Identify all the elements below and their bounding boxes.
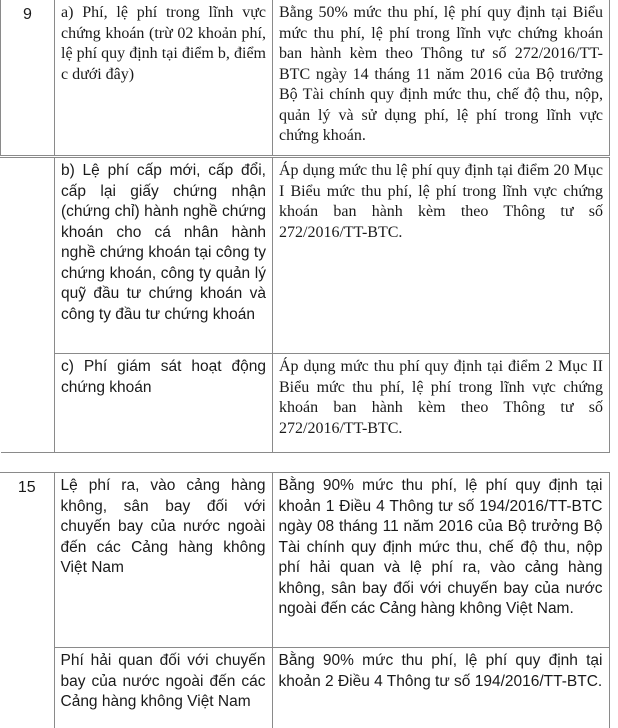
table-row: [0, 473, 609, 648]
row-number: [1, 157, 55, 354]
fee-name-cell: Lệ phí ra, vào cảng hàng không, sân bay đối với chuyến bay của nước ngoài đến các Cảng hàng không Việt Nam: [54, 473, 272, 648]
fee-name-cell: Phí hải quan đối với chuyến bay của nước ngoài đến các Cảng hàng không Việt Nam: [54, 648, 272, 728]
fee-name-cell: c) Phí giám sát hoạt động chứng khoán: [55, 354, 273, 453]
fee-rate-cell: Áp dụng mức thu lệ phí quy định tại điểm 20 Mục I Biểu mức thu phí, lệ phí trong lĩnh vực chứng khoán ban hành kèm theo Thông tư số 272/2016/TT-BTC.: [273, 157, 610, 354]
fee-rate-cell: Bằng 50% mức thu phí, lệ phí quy định tại Biểu mức thu phí, lệ phí trong lĩnh vực chứng khoán ban hành kèm theo Thông tư số 272/2016/TT-BTC ngày 14 tháng 11 năm 2016 của Bộ trưởng Bộ Tài chính quy định mức thu, chế độ thu, nộp, quản lý và sử dụng phí, lệ phí trong lĩnh vực chứng khoán.: [273, 0, 610, 157]
table-row: [0, 648, 609, 728]
table-row: [1, 354, 610, 453]
fee-rate-cell: Bằng 90% mức thu phí, lệ phí quy định tại khoản 1 Điều 4 Thông tư số 194/2016/TT-BTC ngày 08 tháng 11 năm 2016 của Bộ trưởng Bộ Tài chính quy định mức thu, chế độ thu, nộp phí hải quan và lệ phí ra, vào cảng hàng không, sân bay đối với chuyến bay của nước ngoài đến các Cảng hàng không Việt Nam.: [272, 473, 609, 648]
table-row: [1, 0, 610, 157]
row-number: [1, 354, 55, 453]
fee-rate-cell: Bằng 90% mức thu phí, lệ phí quy định tại khoản 2 Điều 4 Thông tư số 194/2016/TT-BTC.: [272, 648, 609, 728]
fee-table-aviation: [0, 472, 610, 728]
table-row: [1, 157, 610, 354]
fee-name-cell: b) Lệ phí cấp mới, cấp đổi, cấp lại giấy chứng nhận (chứng chỉ) hành nghề chứng khoán cho cá nhân hành nghề chứng khoán tại công ty chứng khoán, công ty quản lý quỹ đầu tư chứng khoán và công ty đầu tư chứng khoán: [55, 157, 273, 354]
row-number: 15: [0, 473, 54, 648]
fee-name-cell: a) Phí, lệ phí trong lĩnh vực chứng khoán (trừ 02 khoản phí, lệ phí quy định tại điểm b, điểm c dưới đây): [55, 0, 273, 157]
fee-rate-cell: Áp dụng mức thu phí quy định tại điểm 2 Mục II Biểu mức thu phí, lệ phí trong lĩnh vực chứng khoán ban hành kèm theo Thông tư số 272/2016/TT-BTC.: [273, 354, 610, 453]
row-number: 9: [1, 0, 55, 157]
row-number: [0, 648, 54, 728]
